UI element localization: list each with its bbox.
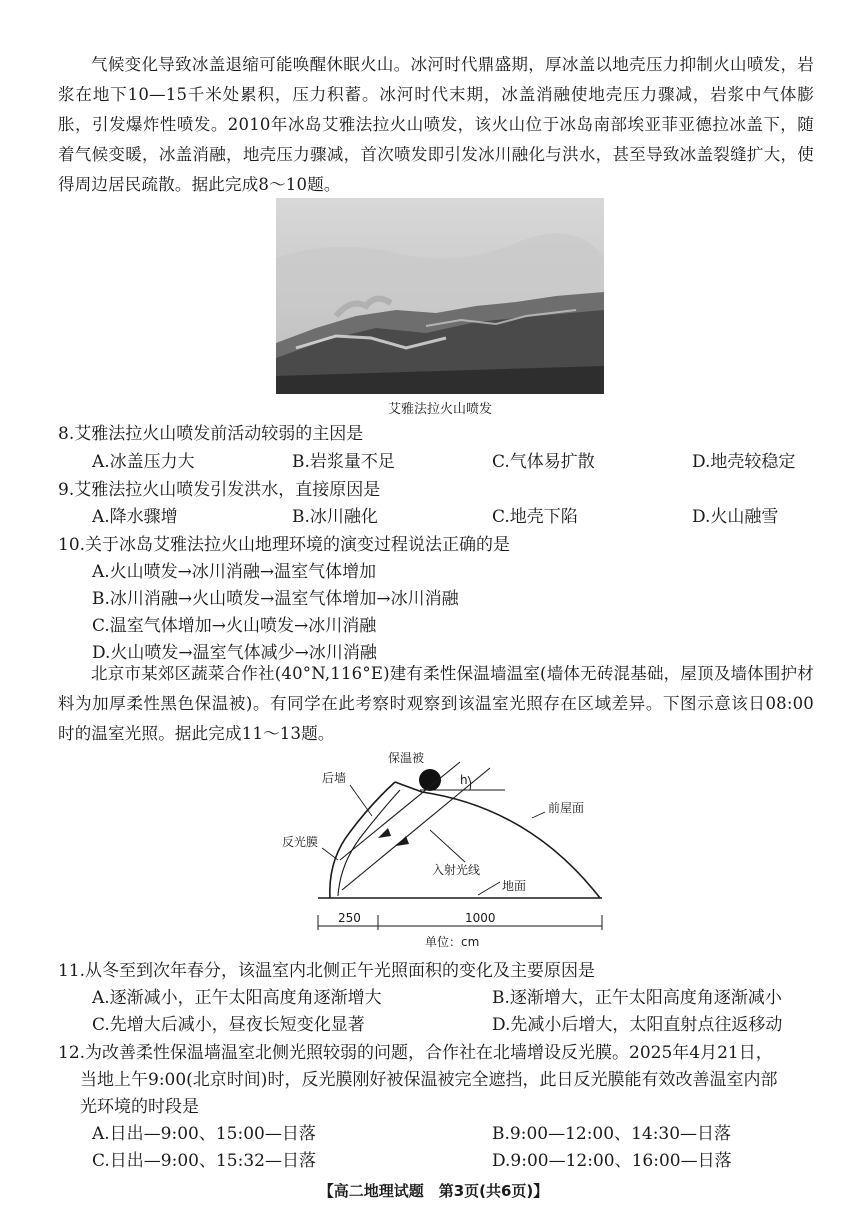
label-back-wall: 后墙	[322, 771, 347, 785]
q9-option-d: D.火山融雪	[692, 507, 779, 527]
q11-option-b: B.逐渐增大，正午太阳高度角逐渐减小	[492, 988, 782, 1008]
q9-option-a: A.降水骤增	[92, 507, 178, 527]
question-12-line-3: 光环境的时段是	[80, 1097, 199, 1117]
diagram-unit: 单位：cm	[425, 935, 480, 949]
label-ground: 地面	[502, 879, 527, 893]
q12-option-a: A.日出—9:00、15:00—日落	[92, 1124, 316, 1144]
q10-option-a: A.火山喷发→冰川消融→温室气体增加	[92, 562, 377, 582]
q8-option-c: C.气体易扩散	[492, 452, 595, 472]
question-11: 11.从冬至到次年春分，该温室内北侧正午光照面积的变化及主要原因是	[58, 961, 596, 981]
label-front-roof: 前屋面	[548, 801, 585, 815]
q11-option-d: D.先减小后增大，太阳直射点往返移动	[492, 1015, 783, 1035]
q11-option-a: A.逐渐减小，正午太阳高度角逐渐增大	[92, 988, 382, 1008]
question-12-line-1: 12.为改善柔性保温墙温室北侧光照较弱的问题，合作社在北墙增设反光膜。2025年4月21日，	[58, 1043, 773, 1063]
label-reflective-film: 反光膜	[282, 835, 319, 849]
q9-option-c: C.地壳下陷	[492, 507, 578, 527]
question-10: 10.关于冰岛艾雅法拉火山地理环境的演变过程说法正确的是	[58, 535, 511, 555]
question-8: 8.艾雅法拉火山喷发前活动较弱的主因是	[58, 424, 364, 444]
question-12-line-2: 当地上午9:00(北京时间)时，反光膜刚好被保温被完全遮挡，此日反光膜能有效改善温室内部	[80, 1070, 778, 1090]
q12-option-d: D.9:00—12:00、16:00—日落	[492, 1151, 732, 1171]
dimension-right: 1000	[465, 911, 496, 925]
greenhouse-diagram	[282, 750, 610, 955]
q12-option-c: C.日出—9:00、15:32—日落	[92, 1151, 316, 1171]
q9-option-b: B.冰川融化	[292, 507, 378, 527]
passage-volcano: 气候变化导致冰盖退缩可能唤醒休眠火山。冰河时代鼎盛期，厚冰盖以地壳压力抑制火山喷发，岩浆在地下10—15千米处累积，压力积蓄。冰河时代末期，冰盖消融使地壳压力骤减，岩浆中气体膨胀，引发爆炸性喷发。2010年冰岛艾雅法拉火山喷发，该火山位于冰岛南部埃亚菲亚德拉冰盖下，随着气候变暖，冰盖消融，地壳压力骤减，首次喷发即引发冰川融化与洪水，甚至导致冰盖裂缝扩大，使得周边居民疏散。据此完成8～10题。	[58, 55, 814, 194]
label-h: h	[460, 773, 468, 787]
q12-option-b: B.9:00—12:00、14:30—日落	[492, 1124, 732, 1144]
dimension-left: 250	[338, 911, 361, 925]
label-incident-ray: 入射光线	[432, 863, 481, 877]
q11-option-c: C.先增大后减小，昼夜长短变化显著	[92, 1015, 365, 1035]
q8-option-b: B.岩浆量不足	[292, 452, 395, 472]
volcano-photo	[276, 198, 604, 394]
q10-option-d: D.火山喷发→温室气体减少→冰川消融	[92, 643, 377, 663]
q8-option-d: D.地壳较稳定	[692, 452, 796, 472]
photo-caption: 艾雅法拉火山喷发	[387, 402, 492, 417]
question-9: 9.艾雅法拉火山喷发引发洪水，直接原因是	[58, 480, 381, 500]
q10-option-c: C.温室气体增加→火山喷发→冰川消融	[92, 616, 377, 636]
q8-option-a: A.冰盖压力大	[92, 452, 195, 472]
label-quilt: 保温被	[388, 751, 425, 765]
passage-greenhouse: 北京市某郊区蔬菜合作社(40°N,116°E)建有柔性保温墙温室(墙体无砖混基础，屋顶及墙体围护材料为加厚柔性黑色保温被)。有同学在此考察时观察到该温室光照存在区域差异。下图示意该日08:00时的温室光照。据此完成11～13题。	[58, 664, 814, 743]
page-footer: 【高二地理试题 第3页(共6页)】	[318, 1182, 549, 1200]
q10-option-b: B.冰川消融→火山喷发→温室气体增加→冰川消融	[92, 589, 459, 609]
